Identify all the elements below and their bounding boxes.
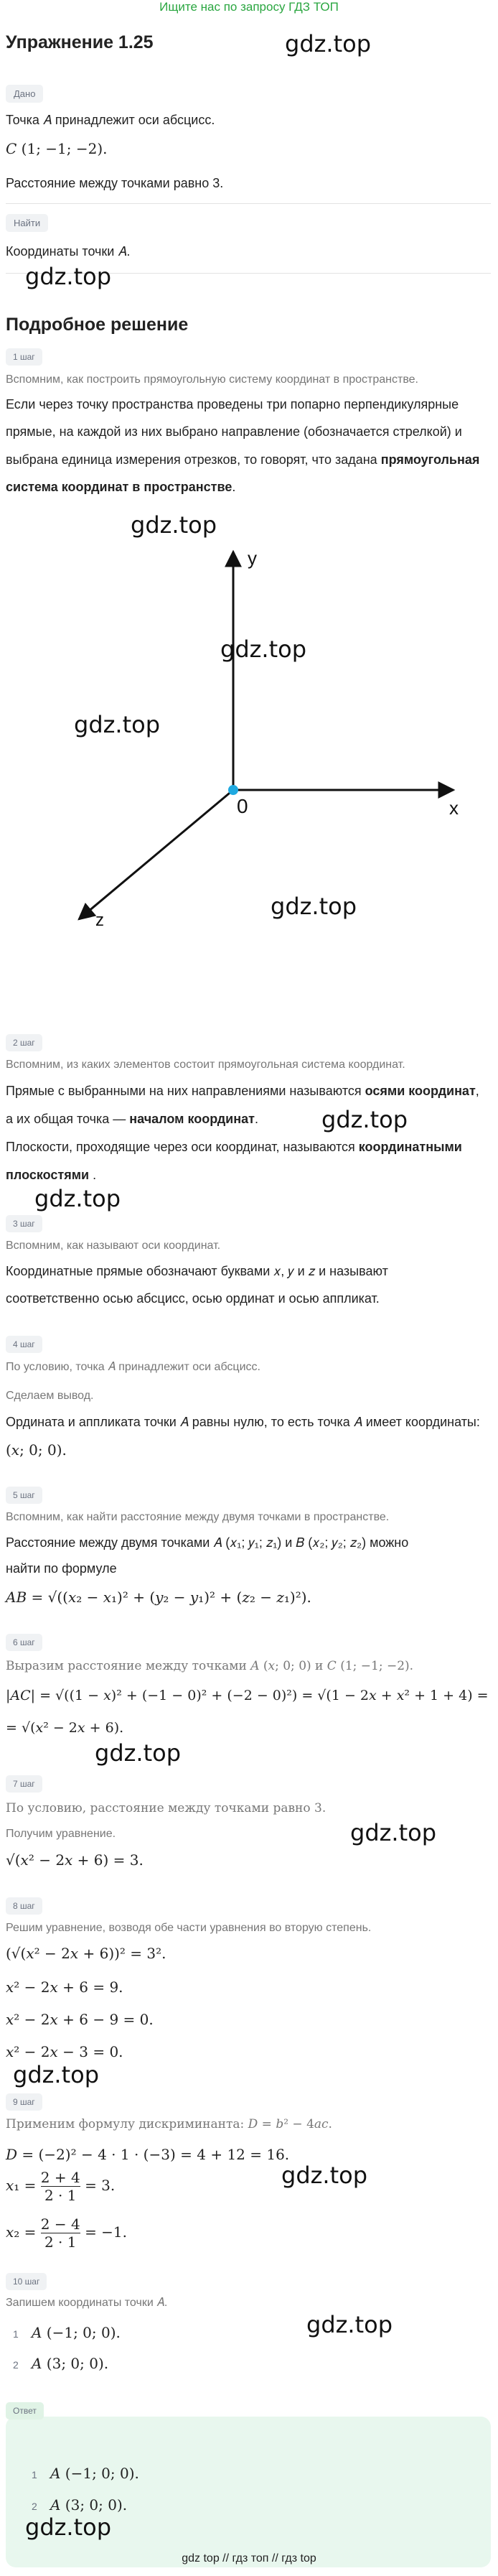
step-formula: 𝐷 = (−2)² − 4 · 1 · (−3) = 4 + 12 = 16. bbox=[6, 2146, 290, 2163]
watermark: gdz.top bbox=[281, 2162, 368, 2189]
step-formula: = √(𝑥² − 2𝑥 + 6). bbox=[6, 1720, 124, 1736]
step-text: Прямые с выбранными на них направлениями называются осями координат, bbox=[6, 1084, 479, 1098]
step-formula: 𝑥² − 2𝑥 + 6 − 9 = 0. bbox=[6, 2011, 154, 2028]
origin-label: 0 bbox=[237, 795, 248, 817]
given-line: Расстояние между точками равно 3. bbox=[6, 176, 224, 190]
page-title: Упражнение 1.25 bbox=[6, 32, 154, 52]
solution-title: Подробное решение bbox=[6, 315, 189, 335]
watermark: gdz.top bbox=[95, 1739, 182, 1767]
step-hint: Вспомним, как называют оси координат. bbox=[6, 1240, 221, 1252]
answer-item: 𝐴 (−1; 0; 0). bbox=[50, 2465, 139, 2482]
watermark: gdz.top bbox=[13, 2061, 100, 2088]
step-tag: 1 шаг bbox=[6, 348, 42, 366]
watermark: gdz.top bbox=[25, 263, 112, 290]
list-number: 1 bbox=[13, 2328, 19, 2340]
step-formula: 𝑥² − 2𝑥 − 3 = 0. bbox=[6, 2043, 123, 2060]
watermark: gdz.top bbox=[220, 636, 307, 663]
answer-box bbox=[6, 2417, 491, 2567]
top-banner[interactable]: Ищите нас по запросу ГДЗ ТОП bbox=[159, 0, 339, 14]
answer-item: 𝐴 (3; 0; 0). bbox=[50, 2496, 128, 2514]
divider bbox=[6, 203, 491, 204]
list-item: 𝐴 (−1; 0; 0). bbox=[32, 2324, 121, 2341]
watermark: gdz.top bbox=[321, 1106, 408, 1133]
footer-link[interactable]: гдз топ bbox=[232, 2552, 269, 2565]
step-text: найти по формуле bbox=[6, 1561, 117, 1576]
step-text: плоскостями . bbox=[6, 1168, 97, 1182]
given-line: Точка 𝐴 принадлежит оси абсцисс. bbox=[6, 113, 215, 127]
step-text: соответственно осью абсцисс, осью ординат и осью аппликат. bbox=[6, 1291, 380, 1306]
step-tag: 10 шаг bbox=[6, 2273, 47, 2290]
list-number: 2 bbox=[32, 2501, 37, 2512]
watermark: gdz.top bbox=[271, 893, 357, 920]
watermark: gdz.top bbox=[306, 2311, 393, 2338]
step-text: Если через точку пространства проведены три попарно перпендикулярные bbox=[6, 397, 459, 411]
step-text: Ордината и аппликата точки 𝐴 равны нулю, то есть точка 𝐴 имеет координаты: bbox=[6, 1415, 480, 1429]
step-formula: (𝑥; 0; 0). bbox=[6, 1441, 67, 1459]
step-tag: 3 шаг bbox=[6, 1215, 42, 1232]
step-text: прямые, на каждой из них выбрано направление (обозначается стрелкой) и bbox=[6, 424, 462, 439]
step-formula: |𝐴𝐶| = √((1 − 𝑥)² + (−1 − 0)² + (−2 − 0)²) = √(1 − 2𝑥 + 𝑥² + 1 + 4) = bbox=[6, 1688, 489, 1703]
find-tag: Найти bbox=[6, 214, 48, 232]
step-formula: √(𝑥² − 2𝑥 + 6) = 3. bbox=[6, 1851, 144, 1869]
watermark: gdz.top bbox=[25, 2514, 112, 2541]
find-text: Координаты точки 𝐴. bbox=[6, 244, 131, 259]
y-axis-label: y bbox=[248, 547, 257, 569]
step-hint: Применим формулу дискриминанта: 𝐷 = 𝑏² − 4𝑎𝑐. bbox=[6, 2117, 332, 2131]
step-hint: Сделаем вывод. bbox=[6, 1390, 94, 1402]
list-number: 2 bbox=[13, 2359, 19, 2371]
step-hint: Выразим расстояние между точками 𝐴 (𝑥; 0; 0) и 𝐶 (1; −1; −2). bbox=[6, 1659, 414, 1673]
footer-link[interactable]: gdz top bbox=[182, 2552, 220, 2565]
step-hint: Вспомним, как построить прямоугольную систему координат в пространстве. bbox=[6, 373, 418, 386]
footer-links: gdz top // гдз топ // гдз top bbox=[182, 2552, 316, 2565]
distance-formula: 𝐴𝐵 = √((𝑥₂ − 𝑥₁)² + (𝑦₂ − 𝑦₁)² + (𝑧₂ − 𝑧₁)²). bbox=[6, 1589, 311, 1606]
origin-dot bbox=[228, 785, 238, 795]
answer-tag: Ответ bbox=[6, 2402, 44, 2419]
step-hint: По условию, точка 𝐴 принадлежит оси абсцисс. bbox=[6, 1361, 260, 1373]
step-text: Расстояние между двумя точками 𝐴 (𝑥₁; 𝑦₁; 𝑧₁) и 𝐵 (𝑥₂; 𝑦₂; 𝑧₂) можно bbox=[6, 1535, 409, 1550]
watermark: gdz.top bbox=[74, 711, 161, 738]
step-hint: Запишем координаты точки 𝐴. bbox=[6, 2297, 168, 2309]
step-text: Плоскости, проходящие через оси координат, называются координатными bbox=[6, 1140, 462, 1154]
step-hint: Вспомним, из каких элементов состоит прямоугольная система координат. bbox=[6, 1059, 405, 1071]
step-formula: (√(𝑥² − 2𝑥 + 6))² = 3². bbox=[6, 1945, 166, 1962]
watermark: gdz.top bbox=[350, 1819, 437, 1846]
step-tag: 2 шаг bbox=[6, 1034, 42, 1051]
step-hint: Получим уравнение. bbox=[6, 1828, 116, 1840]
footer-link[interactable]: гдз top bbox=[281, 2552, 316, 2565]
step-tag: 6 шаг bbox=[6, 1634, 42, 1651]
step-tag: 5 шаг bbox=[6, 1487, 42, 1504]
watermark: gdz.top bbox=[131, 511, 217, 539]
z-axis bbox=[79, 790, 233, 919]
step-hint: Решим уравнение, возводя обе части уравнения во вторую степень. bbox=[6, 1922, 372, 1934]
z-axis-label: z bbox=[95, 911, 104, 930]
step-tag: 7 шаг bbox=[6, 1775, 42, 1792]
step-hint: По условию, расстояние между точками равно 3. bbox=[6, 1801, 326, 1815]
given-tag: Дано bbox=[6, 85, 43, 103]
step-tag: 9 шаг bbox=[6, 2093, 42, 2111]
step-formula: 𝑥² − 2𝑥 + 6 = 9. bbox=[6, 1979, 123, 1996]
step-text: система координат в пространстве. bbox=[6, 480, 236, 494]
watermark: gdz.top bbox=[285, 30, 372, 57]
list-item: 𝐴 (3; 0; 0). bbox=[32, 2355, 109, 2372]
step-tag: 8 шаг bbox=[6, 1897, 42, 1915]
root-x2: 𝑥₂ = $\frac{2 - 4}{2 \cdot 1}$ = −1. bbox=[6, 2215, 128, 2251]
step-hint: Вспомним, как найти расстояние между двумя точками в пространстве. bbox=[6, 1511, 390, 1523]
step-text: а их общая точка — началом координат. bbox=[6, 1112, 258, 1126]
step-text: выбрана единица измерения отрезков, то говорят, что задана прямоугольная bbox=[6, 452, 480, 467]
x-axis-label: x bbox=[449, 797, 459, 819]
given-point-c: 𝐶 (1; −1; −2). bbox=[6, 140, 108, 157]
coordinate-axes-figure bbox=[0, 503, 498, 1020]
root-x1: 𝑥₁ = $\frac{2 + 4}{2 \cdot 1}$ = 3. bbox=[6, 2169, 116, 2204]
list-number: 1 bbox=[32, 2469, 37, 2480]
step-text: Координатные прямые обозначают буквами 𝑥, 𝑦 и 𝑧 и называют bbox=[6, 1264, 388, 1278]
watermark: gdz.top bbox=[34, 1185, 121, 1212]
step-tag: 4 шаг bbox=[6, 1336, 42, 1353]
